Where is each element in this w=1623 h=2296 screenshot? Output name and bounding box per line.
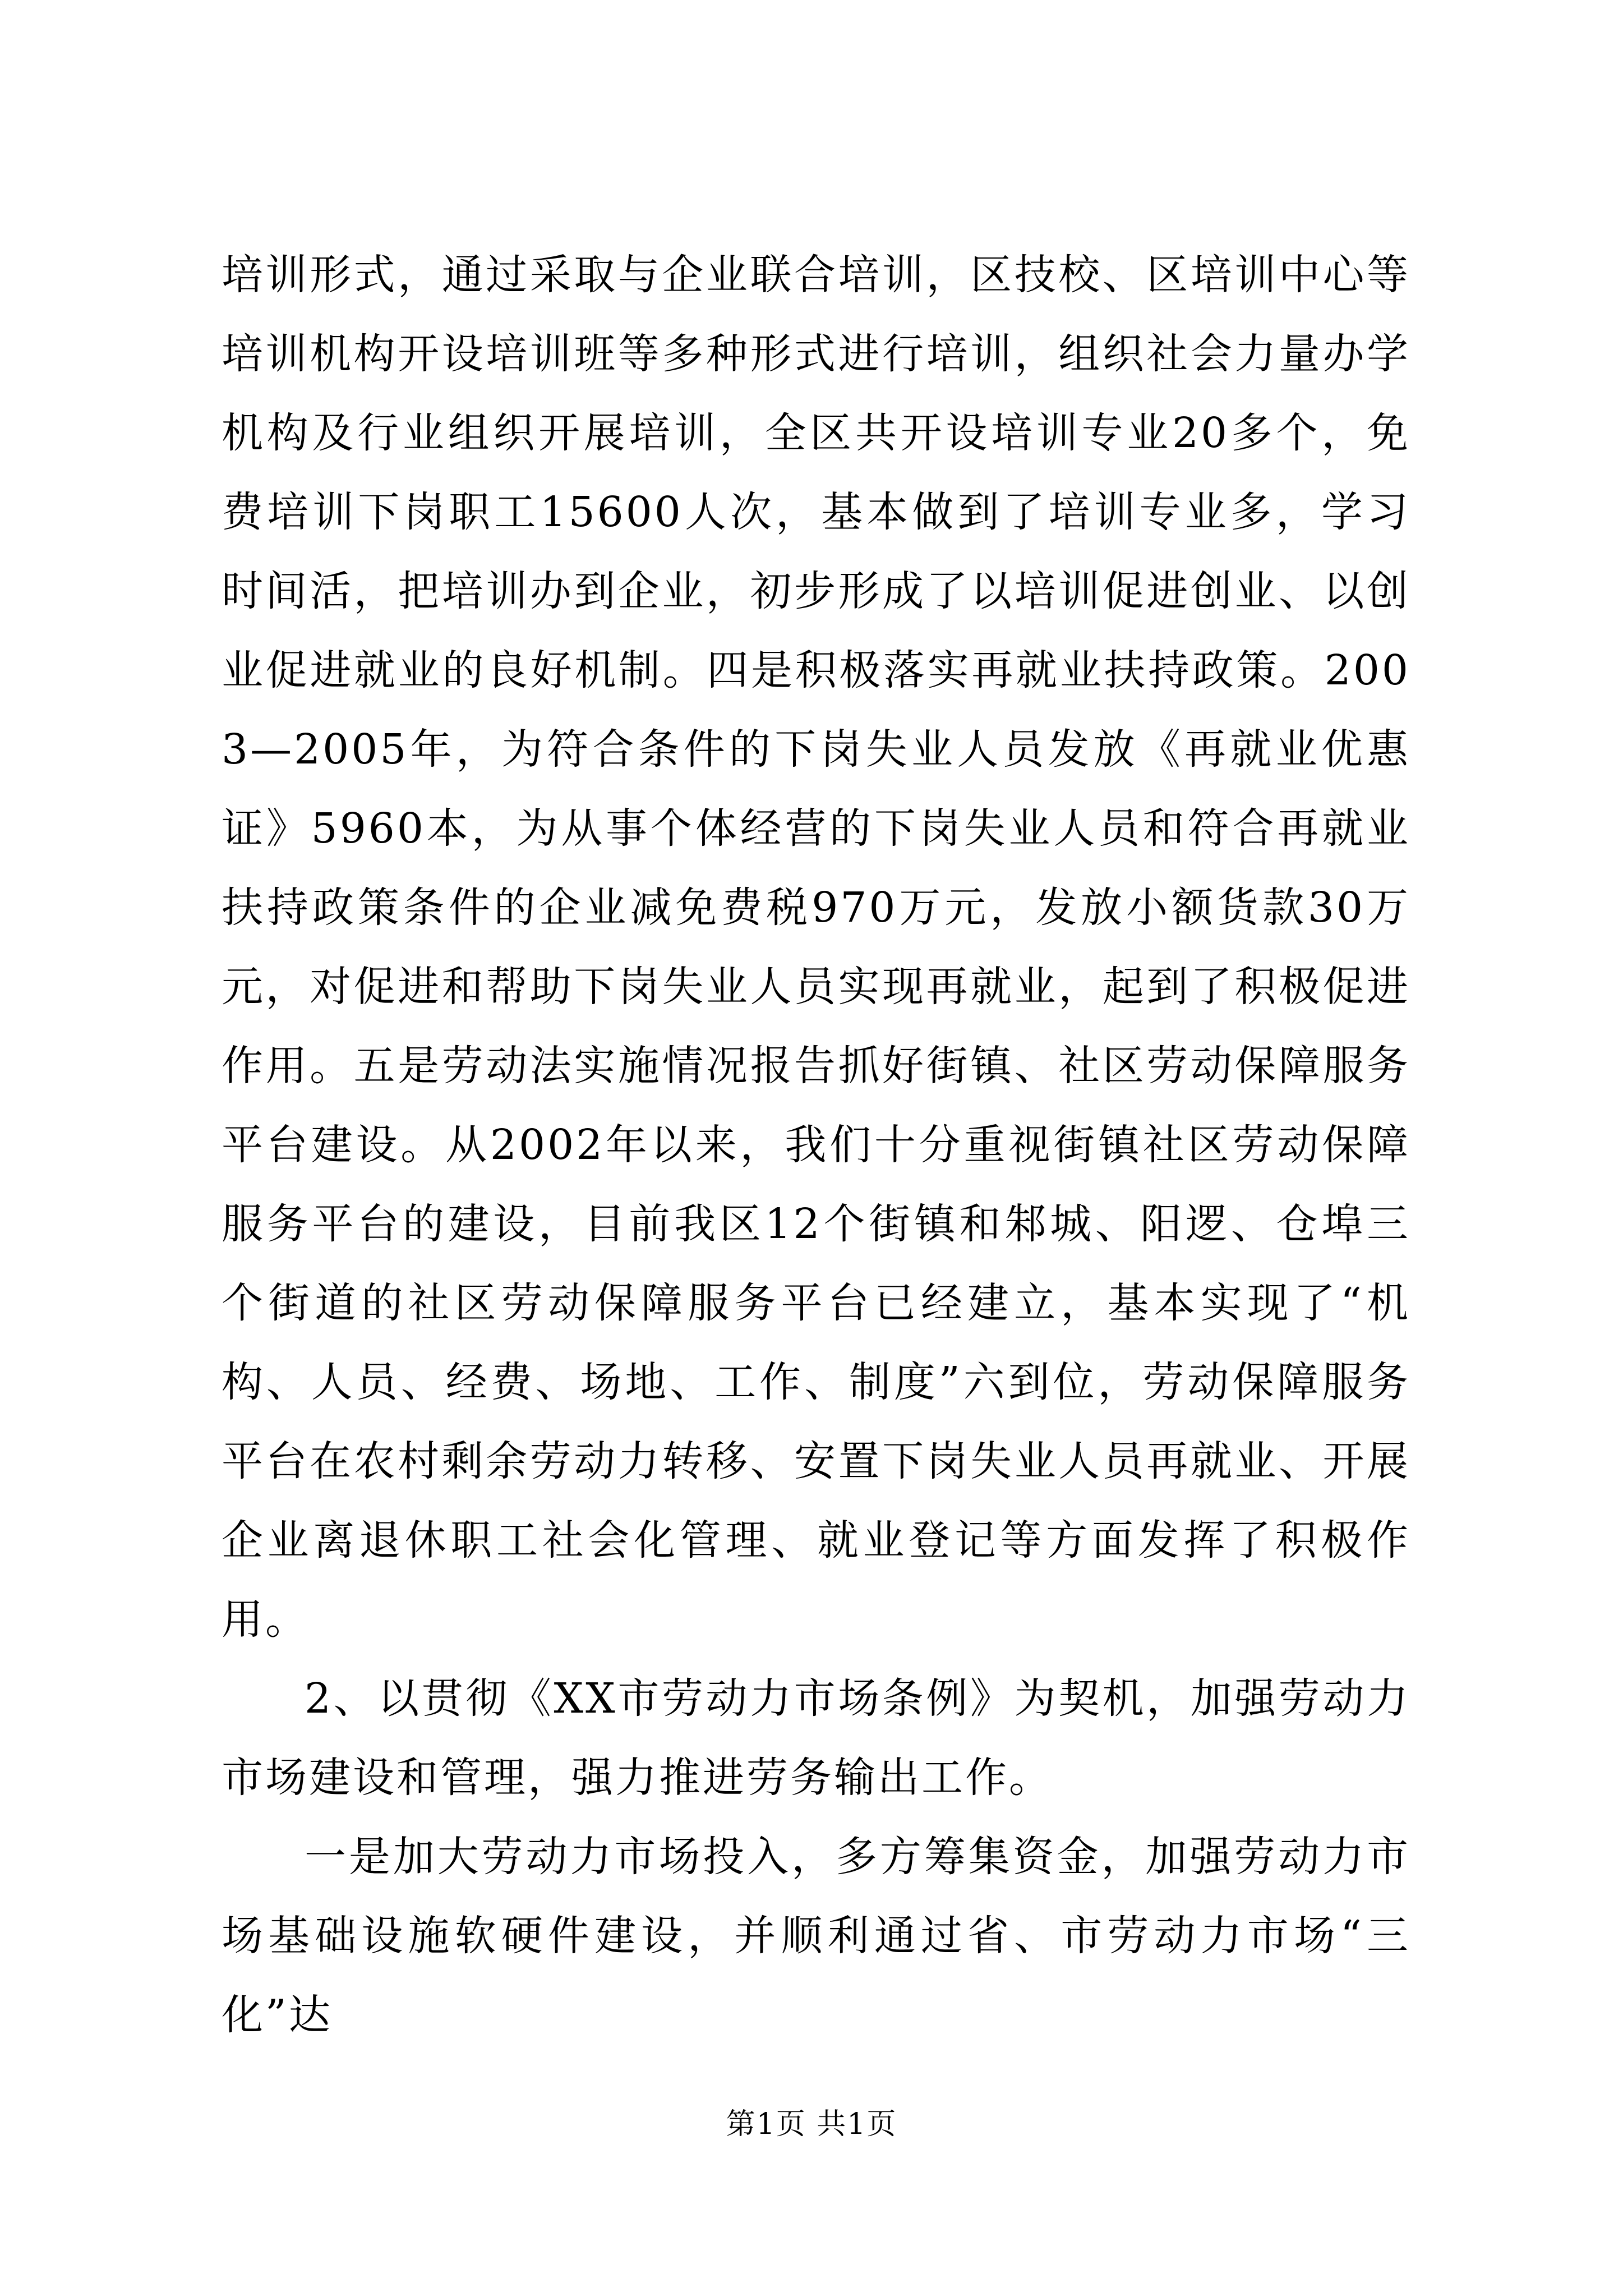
paragraph-3: 一是加大劳动力市场投入，多方筹集资金，加强劳动力市场基础设施软硬件建设，并顺利通过省、市劳动力市场“三化”达 <box>222 1833 1410 2039</box>
paragraph-2: 2、以贯彻《XX市劳动力市场条例》为契机，加强劳动力市场建设和管理，强力推进劳务输出工作。 <box>222 1674 1410 1802</box>
paragraph-1: 培训形式，通过采取与企业联合培训，区技校、区培训中心等培训机构开设培训班等多种形式进行培训，组织社会力量办学机构及行业组织开展培训，全区共开设培训专业20多个，免费培训下岗职工15600人次，基本做到了培训专业多，学习时间活，把培训办到企业，初步形成了以培训促进创业、以创业促进就业的良好机制。四是积极落实再就业扶持政策。2003—2005年，为符合条件的下岗失业人员发放《再就业优惠证》5960本，为从事个体经营的下岗失业人员和符合再就业扶持政策条件的企业减免费税970万元，发放小额货款30万元，对促进和帮助下岗失业人员实现再就业，起到了积极促进作用。五是劳动法实施情况报告抓好街镇、社区劳动保障服务平台建设。从2002年以来，我们十分重视街镇社区劳动保障服务平台的建设，目前我区12个街镇和邾城、阳逻、仓埠三个街道的社区劳动保障服务平台已经建立，基本实现了“机构、人员、经费、场地、工作、制度”六到位，劳动保障服务平台在农村剩余劳动力转移、安置下岗失业人员再就业、开展企业离退休职工社会化管理、就业登记等方面发挥了积极作用。 <box>222 251 1410 1644</box>
page-footer: 第1页 共1页 <box>726 2108 897 2141</box>
document-body <box>222 236 1410 2055</box>
